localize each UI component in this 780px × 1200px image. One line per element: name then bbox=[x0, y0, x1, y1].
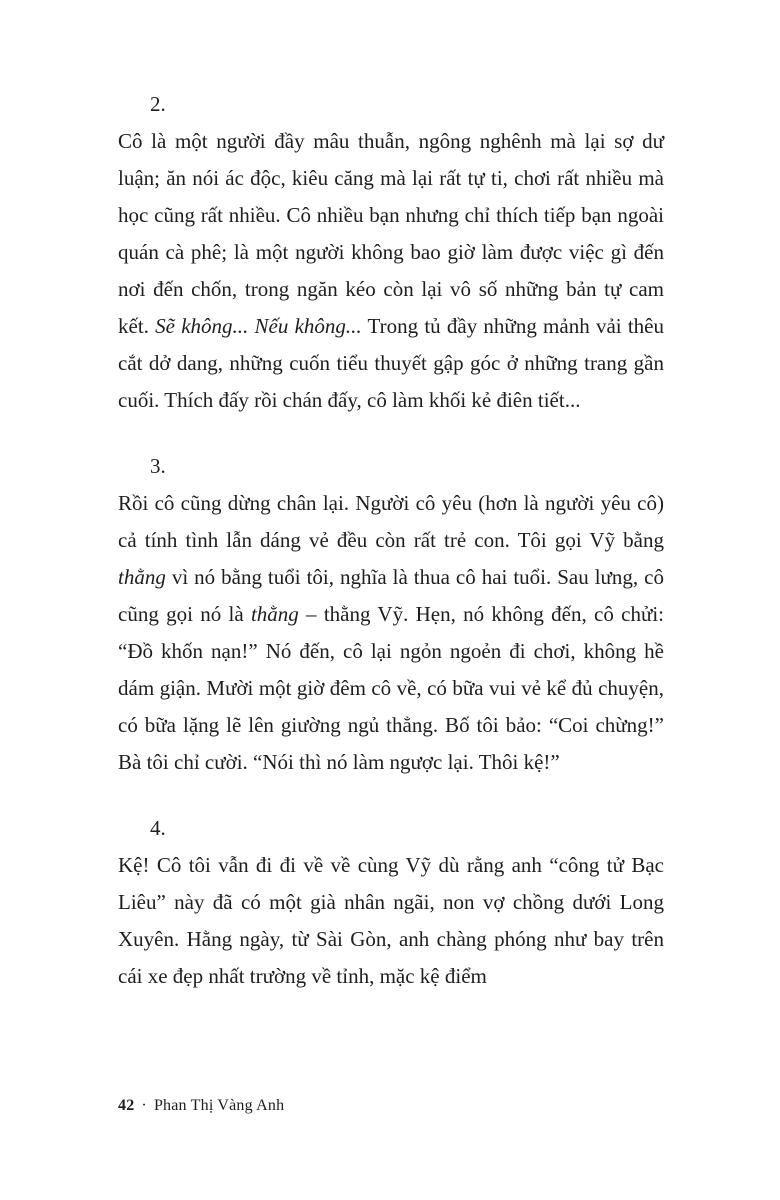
paragraph bbox=[118, 847, 664, 995]
text-segment: vì nó bằng tuổi tôi, nghĩa là thua cô hai tuổi. Sau lưng, cô cũng gọi nó là bbox=[118, 565, 664, 626]
text-segment: Sẽ không... Nếu không... bbox=[155, 314, 362, 338]
footer-author: Phan Thị Vàng Anh bbox=[153, 1097, 285, 1114]
text-segment: Trong tủ đầy những mảnh vải thêu cắt dở dang, những cuốn tiểu thuyết gập góc ở những trang gần cuối. Thích đấy rồi chán đấy, cô làm khối kẻ điên tiết... bbox=[118, 314, 664, 412]
page-number: 42 bbox=[118, 1097, 135, 1114]
section-number: 4. bbox=[150, 816, 166, 840]
section-number: 3. bbox=[150, 454, 166, 478]
paragraph bbox=[118, 485, 664, 781]
page-content bbox=[118, 86, 664, 995]
text-segment: – thằng Vỹ. Hẹn, nó không đến, cô chửi: “Đồ khốn nạn!” Nó đến, cô lại ngỏn ngoẻn đi chơi, không hề dám giận. Mười một giờ đêm cô về, có bữa vui vẻ kể đủ chuyện, có bữa lặng lẽ lên giường ngủ thẳng. Bố tôi bảo: “Coi chừng!” Bà tôi chỉ cười. “Nói thì nó làm ngược lại. Thôi kệ!” bbox=[118, 602, 664, 774]
text-segment: Kệ! Cô tôi vẫn đi đi về về cùng Vỹ dù rằng anh “công tử Bạc Liêu” này đã có một già nhân ngãi, non vợ chồng dưới Long Xuyên. Hằng ngày, từ Sài Gòn, anh chàng phóng như bay trên cái xe đẹp nhất trường về tỉnh, mặc kệ điểm bbox=[118, 853, 664, 988]
text-segment: Cô là một người đầy mâu thuẫn, ngông nghênh mà lại sợ dư luận; ăn nói ác độc, kiêu căng mà lại rất tự ti, chơi rất nhiều mà học cũng rất nhiều. Cô nhiều bạn nhưng chỉ thích tiếp bạn ngoài quán cà phê; là một người không bao giờ làm được việc gì đến nơi đến chốn, trong ngăn kéo còn lại vô số những bản tự cam kết. bbox=[118, 129, 664, 338]
paragraph bbox=[118, 123, 664, 419]
page-footer bbox=[118, 1096, 284, 1116]
footer-separator: · bbox=[141, 1097, 147, 1114]
text-segment: Rồi cô cũng dừng chân lại. Người cô yêu (hơn là người yêu cô) cả tính tình lẫn dáng vẻ đều còn rất trẻ con. Tôi gọi Vỹ bằng bbox=[118, 491, 664, 552]
text-segment: thằng bbox=[118, 565, 166, 589]
section-4 bbox=[118, 810, 664, 995]
section-number: 2. bbox=[150, 92, 166, 116]
section-3 bbox=[118, 448, 664, 781]
section-2 bbox=[118, 86, 664, 419]
text-segment: thằng bbox=[250, 602, 299, 626]
